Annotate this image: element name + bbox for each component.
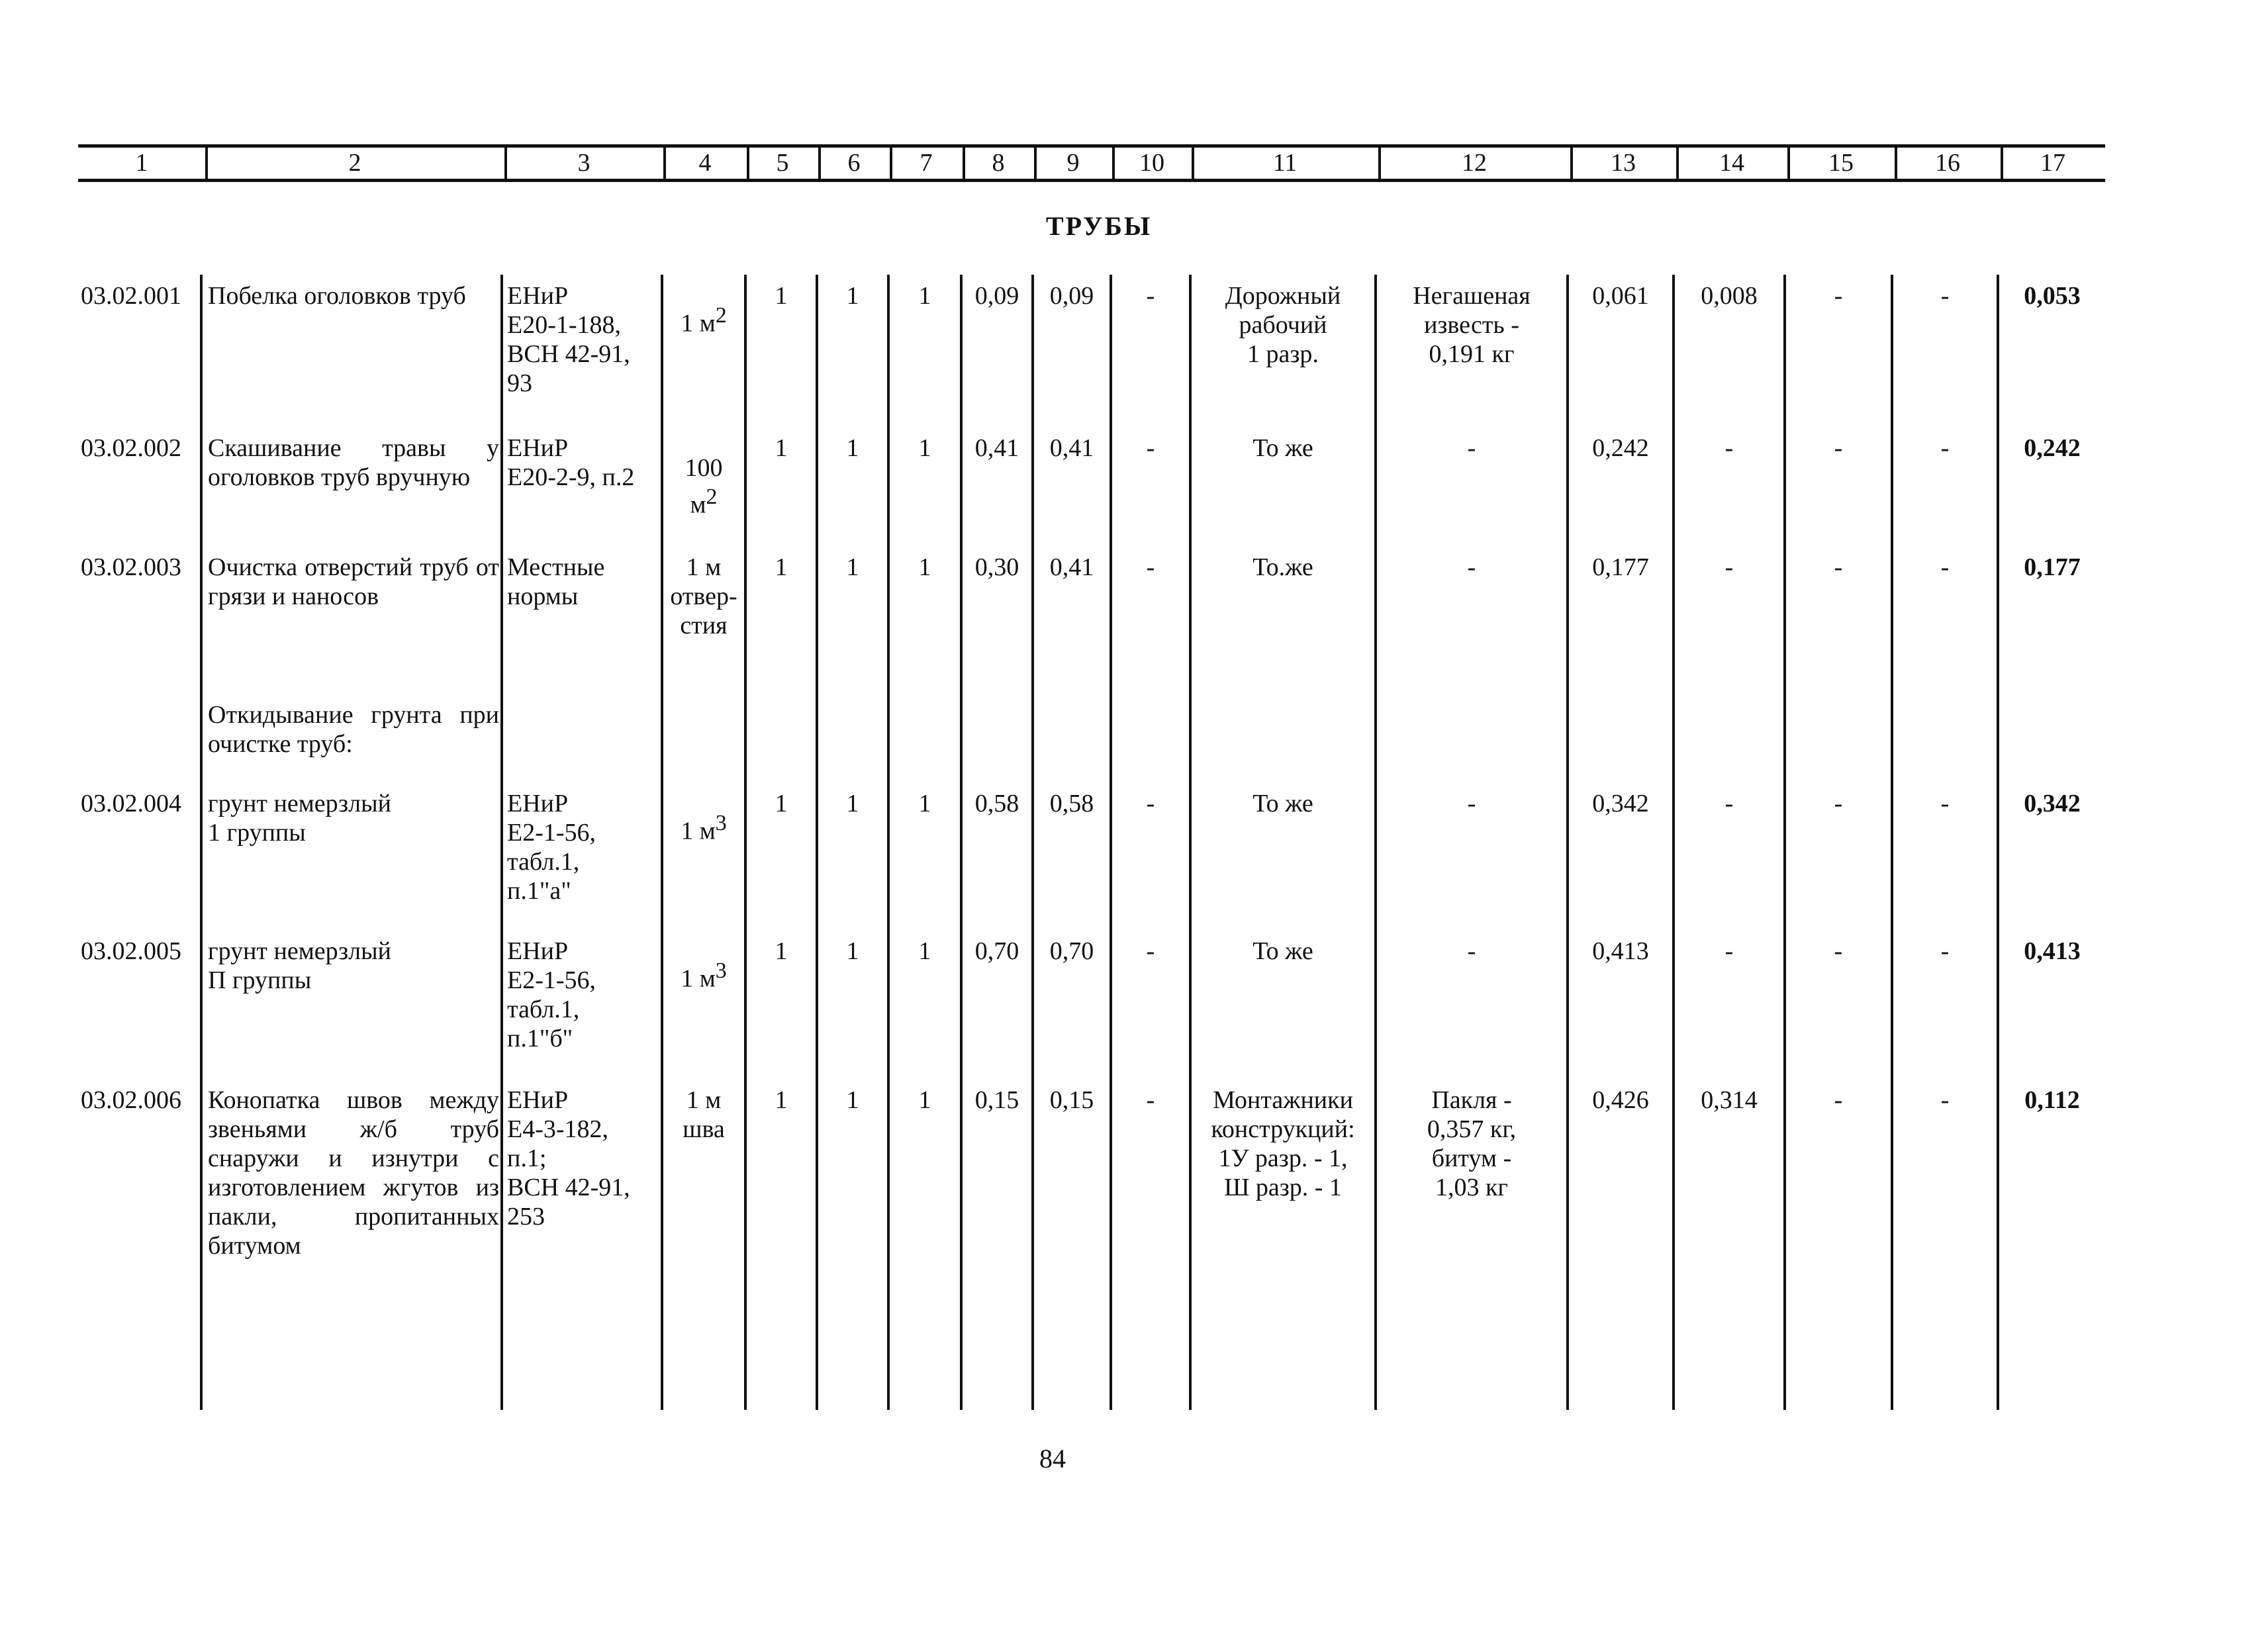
unit-of-measure: 1 м отвер- стия [670,553,737,639]
materials: - [1467,937,1476,965]
column-rule [661,275,663,1410]
column-rule [500,275,503,1410]
header-separator [1112,147,1115,180]
header-separator [1378,147,1381,180]
section-title: ТРУБЫ [1046,211,1153,241]
header-separator [890,147,892,180]
materials: - [1467,790,1476,817]
row-code: 03.02.001 [81,282,181,310]
unit-exponent: 3 [715,811,727,835]
cell-c6: 1 [846,434,859,462]
header-separator [1787,147,1790,180]
cell-c16: - [1940,434,1950,462]
cell-c5: 1 [775,553,788,581]
cell-c10: - [1146,434,1155,462]
cell-c15: - [1834,937,1843,965]
cell-c9: 0,58 [1049,790,1094,817]
cell-c15: - [1834,282,1843,310]
materials: Пакля - 0,357 кг, битум - 1,03 кг [1427,1086,1517,1201]
header-col-7: 7 [920,149,933,177]
cell-c16: - [1940,790,1950,817]
materials: - [1467,434,1476,462]
unit-of-measure: 1 м шва [683,1086,725,1143]
cell-c7: 1 [918,937,931,965]
cell-c13: 0,061 [1592,282,1649,310]
header-separator [205,147,208,180]
cell-c5: 1 [775,434,788,462]
header-separator [663,147,666,180]
header-col-11: 11 [1272,149,1298,177]
header-col-1: 1 [135,149,148,177]
cell-c9: 0,41 [1049,434,1094,462]
materials: - [1467,553,1476,581]
header-separator [2001,147,2003,180]
work-name: грунт немерзлый 1 группы [208,790,391,847]
header-col-15: 15 [1828,149,1854,177]
cell-c13: 0,426 [1592,1086,1649,1114]
cell-c17: 0,112 [2024,1086,2080,1114]
cell-c15: - [1834,790,1843,817]
header-separator [1192,147,1194,180]
cell-c13: 0,342 [1592,790,1649,817]
cell-c6: 1 [846,937,859,965]
header-bottom-rule [78,179,2105,182]
cell-c5: 1 [775,937,788,965]
unit-of-measure: 100 $м^2$ [685,454,723,519]
row-code: 03.02.006 [81,1086,181,1114]
header-col-13: 13 [1611,149,1636,177]
header-col-12: 12 [1462,149,1487,177]
header-col-4: 4 [698,149,712,177]
cell-c8: 0,41 [974,434,1019,462]
worker-category: То же [1252,790,1313,817]
cell-c6: 1 [846,282,859,310]
norm-reference: ЕНиР Е20-1-188, ВСН 42-91, 93 [507,282,630,397]
header-separator [1895,147,1897,180]
cell-c10: - [1146,790,1155,817]
norm-reference: ЕНиР Е2-1-56, табл.1, п.1"б" [507,937,596,1052]
cell-c13: 0,242 [1592,434,1649,462]
unit-exponent: 2 [715,303,727,328]
cell-c10: - [1146,553,1155,581]
header-col-6: 6 [847,149,861,177]
cell-c5: 1 [775,790,788,817]
cell-c7: 1 [918,282,931,310]
header-separator [504,147,507,180]
row-code: 03.02.003 [81,553,181,581]
cell-c8: 0,30 [974,553,1019,581]
cell-c10: - [1146,937,1155,965]
cell-c6: 1 [846,553,859,581]
row-code: 03.02.004 [81,790,181,817]
cell-c17: 0,053 [2024,282,2081,310]
row-code: 03.02.002 [81,434,181,462]
cell-c9: 0,70 [1049,937,1094,965]
unit-of-measure: 1 $м^3$ [681,811,727,845]
unit-of-measure: 1 $м^3$ [681,958,727,993]
cell-c16: - [1940,1086,1950,1114]
header-col-10: 10 [1139,149,1164,177]
header-separator [1570,147,1573,180]
subheading: Откидывание грунта при очистке труб: [208,701,499,758]
cell-c13: 0,413 [1592,937,1649,965]
header-col-17: 17 [2040,149,2065,177]
cell-c8: 0,70 [974,937,1019,965]
cell-c6: 1 [846,1086,859,1114]
cell-c8: 0,09 [974,282,1019,310]
norm-reference: ЕНиР Е2-1-56, табл.1, п.1"а" [507,790,596,905]
work-name: Побелка оголовков труб [208,282,466,310]
norm-reference: ЕНиР Е20-2-9, п.2 [507,434,635,491]
work-name: Очистка отверстий труб от грязи и наносов [208,553,499,610]
work-name: грунт немерзлый П группы [208,937,391,994]
cell-c6: 1 [846,790,859,817]
cell-c15: - [1834,434,1843,462]
cell-c17: 0,242 [2024,434,2081,462]
worker-category: То же [1252,937,1313,965]
norm-reference: Местные нормы [507,553,605,610]
cell-c5: 1 [775,1086,788,1114]
row-code: 03.02.005 [81,937,181,965]
cell-c14: 0,314 [1701,1086,1758,1114]
header-separator [1034,147,1037,180]
unit-of-measure: 1 $м^2$ [681,303,727,338]
header-col-8: 8 [992,149,1005,177]
cell-c16: - [1940,553,1950,581]
header-col-3: 3 [577,149,591,177]
worker-category: То.же [1252,553,1313,581]
header-col-14: 14 [1719,149,1744,177]
worker-category: Монтажники конструкций: 1У разр. - 1, Ш разр. - 1 [1211,1086,1355,1201]
worker-category: Дорожный рабочий 1 разр. [1225,282,1341,368]
norm-reference: ЕНиР Е4-3-182, п.1; ВСН 42-91, 253 [507,1086,630,1231]
unit-exponent: 3 [715,958,727,983]
unit-exponent: 2 [706,485,718,509]
work-name: Скашивание травы у оголовков труб вручную [208,434,499,491]
cell-c10: - [1146,282,1155,310]
cell-c7: 1 [918,790,931,817]
header-separator [963,147,965,180]
cell-c9: 0,15 [1049,1086,1094,1114]
cell-c10: - [1146,1086,1155,1114]
cell-c14: - [1725,434,1734,462]
cell-c14: - [1725,790,1734,817]
cell-c9: 0,41 [1049,553,1094,581]
cell-c8: 0,58 [974,790,1019,817]
cell-c14: 0,008 [1701,282,1758,310]
cell-c7: 1 [918,553,931,581]
header-separator [1676,147,1679,180]
cell-c8: 0,15 [974,1086,1019,1114]
header-col-5: 5 [776,149,789,177]
cell-c7: 1 [918,434,931,462]
cell-c17: 0,177 [2024,553,2081,581]
header-separator [747,147,749,180]
worker-category: То же [1252,434,1313,462]
header-col-2: 2 [348,149,361,177]
cell-c16: - [1940,282,1950,310]
materials: Негашеная известь - 0,191 кг [1413,282,1531,368]
cell-c13: 0,177 [1592,553,1649,581]
cell-c16: - [1940,937,1950,965]
column-rule [200,275,203,1410]
cell-c14: - [1725,553,1734,581]
cell-c5: 1 [775,282,788,310]
cell-c15: - [1834,1086,1843,1114]
header-col-16: 16 [1935,149,1960,177]
cell-c17: 0,342 [2024,790,2081,817]
work-name: Конопатка швов между звеньями ж/б труб снаружи и изнутри с изготовлением жгутов из пакли, пропитанных битумом [208,1086,499,1260]
page-number: 84 [1039,1444,1066,1473]
cell-c14: - [1725,937,1734,965]
cell-c9: 0,09 [1049,282,1094,310]
cell-c15: - [1834,553,1843,581]
cell-c17: 0,413 [2024,937,2081,965]
cell-c7: 1 [918,1086,931,1114]
header-col-9: 9 [1066,149,1080,177]
header-separator [818,147,821,180]
